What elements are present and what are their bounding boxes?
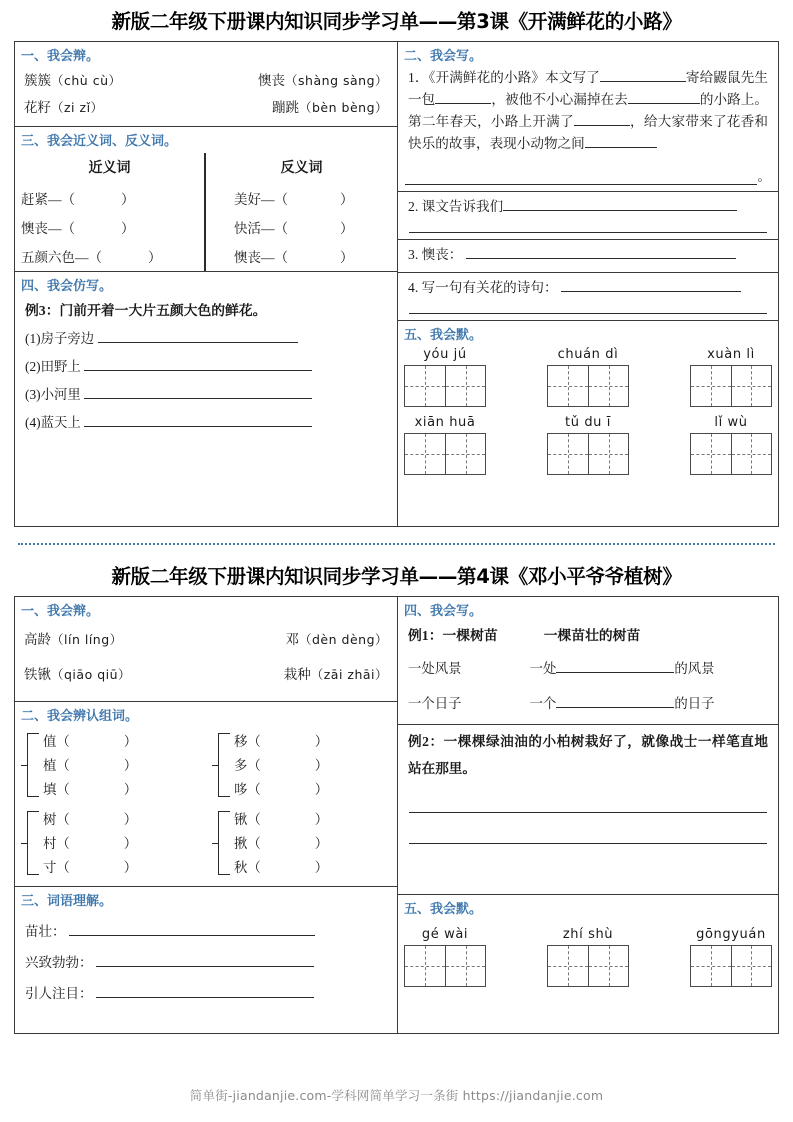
wordbuild-half: [206, 728, 397, 802]
tianzige-cell[interactable]: [691, 366, 731, 406]
worksheet1-right-column: [398, 42, 778, 526]
section-w1-imitate: [15, 272, 397, 477]
wordbuild-item[interactable]: 锹（ ）: [234, 812, 329, 828]
tianzige-grid[interactable]: [547, 945, 629, 987]
pinyin-label: zhí shù: [562, 927, 614, 943]
worksheet1-frame: [14, 41, 779, 527]
synonym-entry[interactable]: 懊丧—（ ）: [21, 221, 135, 236]
dictation-word: [404, 415, 486, 475]
worksheet-lesson3: [14, 0, 779, 527]
tianzige-cell[interactable]: [731, 946, 771, 986]
tianzige-grid[interactable]: [404, 365, 486, 407]
tianzige-cell[interactable]: [588, 946, 628, 986]
synonym-entry[interactable]: 五颜六色—（ ）: [21, 250, 162, 265]
discriminate-row: [22, 93, 390, 120]
tianzige-cell[interactable]: [548, 366, 588, 406]
tianzige-cell[interactable]: [691, 946, 731, 986]
pinyin-label: lǐ wù: [714, 415, 748, 431]
discriminate-item: 铁锹（qiāo qiū）: [24, 667, 132, 683]
tianzige-grid[interactable]: [547, 365, 629, 407]
discriminate-item: 花籽（zi zǐ）: [24, 100, 104, 115]
imitate-item[interactable]: (1)房子旁边: [22, 321, 390, 349]
bracket-icon: [218, 811, 230, 875]
pinyin-label: xiān huā: [414, 415, 476, 431]
definition-item[interactable]: 引人注目：: [22, 973, 390, 1004]
dictation-word: [547, 415, 629, 475]
tianzige-cell[interactable]: [588, 366, 628, 406]
wordbuild-item[interactable]: 填（ ）: [43, 782, 138, 798]
pinyin-label: gōngyuán: [696, 927, 766, 943]
write-question-1[interactable]: 1．《开满鲜花的小路》本文写了 寄给鼹鼠先生一包 ，被他不小心漏掉在去 的小路上。第二年春天，小路上开满了 ，给大家带来了花香和快乐的故事，表现小动物之间: [408, 70, 769, 152]
write-example-2: 例2：一棵棵绿油油的小柏树栽好了，就像战士一样笔直地站在那里。: [408, 734, 768, 776]
dictation-word: [690, 347, 772, 407]
discriminate-item: 簇簇（chù cù）: [24, 73, 122, 88]
answer-line[interactable]: [409, 232, 767, 233]
bracket-icon: [27, 811, 39, 875]
dictation-word: [547, 927, 629, 987]
antonym-column: [206, 153, 397, 271]
pinyin-label: gé wài: [421, 927, 469, 943]
section-heading: 五、我会默。: [404, 902, 483, 918]
pinyin-label: yóu jú: [423, 347, 467, 363]
period-mark: 。: [757, 169, 771, 185]
worksheet2-left-column: [15, 597, 398, 1033]
antonym-entry[interactable]: 懊丧—（ ）: [234, 250, 354, 265]
worksheet1-title: 新版二年级下册课内知识同步学习单——第3课《开满鲜花的小路》: [111, 10, 682, 33]
section-w1-bian: [15, 42, 397, 127]
tianzige-cell[interactable]: [691, 434, 731, 474]
write-question-2[interactable]: 2. 课文告诉我们: [405, 192, 771, 217]
dictation-word: [690, 927, 772, 987]
discriminate-item: 邓（dèn dèng）: [285, 632, 389, 648]
section-w2-dictation: [398, 895, 778, 1033]
imitate-item[interactable]: (3)小河里: [22, 377, 390, 405]
tianzige-grid[interactable]: [690, 365, 772, 407]
section-w2-bian: [15, 597, 397, 702]
character-bracket-group: [15, 806, 206, 880]
tianzige-cell[interactable]: [445, 434, 485, 474]
answer-line[interactable]: [409, 313, 767, 314]
antonym-column-header: 反义词: [280, 161, 323, 176]
imitate-item[interactable]: (2)田野上: [22, 349, 390, 377]
tianzige-cell[interactable]: [405, 946, 445, 986]
dictation-row: [398, 413, 778, 481]
section-w2-wordbuild: [15, 702, 397, 887]
section-heading: 二、我会辨认组词。: [21, 709, 139, 725]
write-pair-1[interactable]: 一处风景 一处 的风景: [408, 661, 715, 677]
antonym-entry[interactable]: 美好—（ ）: [234, 192, 354, 207]
wordbuild-half: [15, 728, 206, 802]
dictation-word: [404, 927, 486, 987]
worksheet-separator: [18, 543, 775, 545]
discriminate-item: 懊丧（shàng sàng）: [258, 73, 389, 88]
wordbuild-item[interactable]: 哆（ ）: [234, 782, 329, 798]
tianzige-cell[interactable]: [731, 434, 771, 474]
tianzige-grid[interactable]: [690, 945, 772, 987]
dictation-word: [404, 347, 486, 407]
tianzige-cell[interactable]: [548, 434, 588, 474]
section-heading: 一、我会辩。: [21, 604, 100, 620]
dictation-row: [398, 345, 778, 413]
section-w1-q2: [398, 192, 778, 240]
worksheet1-left-column: [15, 42, 398, 526]
section-heading: 四、我会写。: [404, 604, 483, 620]
tianzige-cell[interactable]: [405, 434, 445, 474]
synonym-column: [15, 153, 206, 271]
discriminate-row: [22, 621, 390, 652]
write-example-1: 例1：一棵树苗 一棵苗壮的树苗: [408, 628, 641, 644]
write-question-3[interactable]: 3. 懊丧：: [405, 240, 771, 265]
wordbuild-item[interactable]: 寸（ ）: [43, 860, 138, 876]
section-heading: 一、我会辩。: [21, 49, 100, 64]
wordbuild-item[interactable]: 揪（ ）: [234, 836, 329, 852]
wordbuild-item[interactable]: 村（ ）: [43, 836, 138, 852]
tianzige-cell[interactable]: [445, 946, 485, 986]
wordbuild-item[interactable]: 秋（ ）: [234, 860, 329, 876]
pinyin-label: tǔ du ī: [565, 415, 611, 431]
section-w1-synonyms: [15, 127, 397, 272]
section-w1-q4: [398, 273, 778, 321]
discriminate-item: 栽种（zāi zhāi）: [283, 667, 389, 683]
section-w2-definitions: [15, 887, 397, 1025]
wordbuild-row: [15, 804, 397, 886]
worksheet-lesson4: [14, 555, 779, 1034]
tianzige-cell[interactable]: [588, 434, 628, 474]
discriminate-item: 蹦跳（bèn bèng）: [272, 100, 389, 115]
section-w1-write: [398, 42, 778, 192]
wordbuild-half: [206, 806, 397, 880]
worksheet2-frame: [14, 596, 779, 1034]
bracket-icon: [27, 733, 39, 797]
answer-line[interactable]: [409, 843, 767, 844]
wordbuild-row: [15, 726, 397, 804]
section-w1-dictation: [398, 321, 778, 526]
tianzige-cell[interactable]: [445, 366, 485, 406]
antonym-entry[interactable]: 快活—（ ）: [234, 221, 354, 236]
write-pair-2[interactable]: 一个日子 一个 的日子: [408, 696, 715, 712]
section-heading: 四、我会仿写。: [21, 279, 113, 294]
wordbuild-item[interactable]: 树（ ）: [43, 812, 138, 828]
answer-line[interactable]: [409, 812, 767, 813]
definition-item[interactable]: 苗壮：: [22, 911, 390, 942]
section-heading: 二、我会写。: [404, 49, 483, 64]
dictation-word: [547, 347, 629, 407]
synonym-column-header: 近义词: [88, 161, 131, 176]
wordbuild-half: [15, 806, 206, 880]
tianzige-grid[interactable]: [690, 433, 772, 475]
tianzige-cell[interactable]: [548, 946, 588, 986]
bracket-icon: [218, 733, 230, 797]
discriminate-row: [22, 66, 390, 93]
dictation-word: [690, 415, 772, 475]
definition-item[interactable]: 兴致勃勃：: [22, 942, 390, 973]
worksheet2-right-column: [398, 597, 778, 1033]
imitate-example: 例3：门前开着一大片五颜大色的鲜花。: [25, 303, 267, 318]
character-bracket-group: [206, 728, 397, 802]
wordbuild-item[interactable]: 多（ ）: [234, 758, 329, 774]
section-heading: 三、词语理解。: [21, 894, 113, 910]
wordbuild-item[interactable]: 植（ ）: [43, 758, 138, 774]
tianzige-grid[interactable]: [547, 433, 629, 475]
wordbuild-item[interactable]: 移（ ）: [234, 734, 329, 750]
section-heading: 五、我会默。: [404, 328, 483, 344]
section-w1-q3: [398, 240, 778, 272]
character-bracket-group: [15, 728, 206, 802]
tianzige-grid[interactable]: [404, 945, 486, 987]
worksheet2-title: 新版二年级下册课内知识同步学习单——第4课《邓小平爷爷植树》: [111, 565, 682, 589]
dictation-row: [398, 919, 778, 993]
wordbuild-item[interactable]: 值（ ）: [43, 734, 138, 750]
section-w2-write: [398, 597, 778, 725]
tianzige-grid[interactable]: [404, 433, 486, 475]
section-w2-example2: [398, 725, 778, 895]
write-question-4[interactable]: 4. 写一句有关花的诗句：: [405, 273, 771, 298]
character-bracket-group: [206, 806, 397, 880]
tianzige-cell[interactable]: [731, 366, 771, 406]
discriminate-row: [22, 652, 390, 695]
synonym-entry[interactable]: 赶紧—（ ）: [21, 192, 135, 207]
discriminate-item: 高龄（lín líng）: [24, 632, 123, 648]
pinyin-label: xuàn lì: [707, 347, 755, 363]
watermark-text: 简单街-jiandanjie.com-学科网简单学习一条街 https://jiandanjie.com: [189, 1088, 604, 1103]
section-heading: 三、我会近义词、反义词。: [21, 134, 178, 149]
imitate-item[interactable]: (4)蓝天上: [22, 405, 390, 433]
synonym-antonym-table: [15, 151, 397, 271]
pinyin-label: chuán dì: [557, 347, 619, 363]
tianzige-cell[interactable]: [405, 366, 445, 406]
